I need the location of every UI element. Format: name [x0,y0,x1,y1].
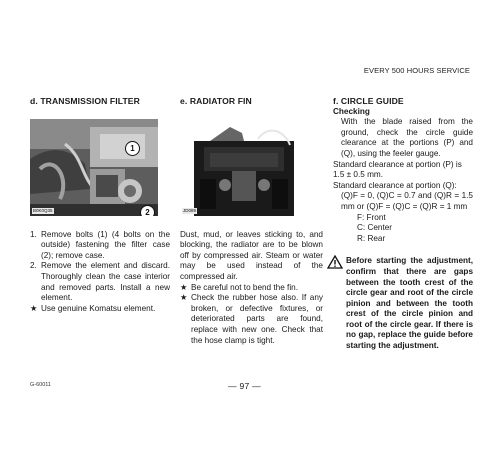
list-item: 2. Remove the element and discard. Thoroughly clean the case interior and removed parts. Install a new element. [30,261,170,303]
photo-reference: B0K0Q35 [33,207,53,213]
paragraph: Standard clearance at portion (P) is 1.5 ± 0.5 mm. [333,159,462,180]
paragraph: Standard clearance at portion (Q): [333,180,457,190]
section-header: EVERY 500 HOURS SERVICE [363,66,470,75]
removal-steps [30,230,170,304]
warning-icon [327,255,343,269]
warning-text: Before starting the adjustment, confirm that there are gaps between the tooth crest of the circle gear and root of the circle pinion and between the tooth crest of the circle pinion and root of the circle gear. If there is no gap, replace the guide before starting the adjustment. [346,256,473,351]
photo-reference: JD089 [183,207,197,213]
subsection-title: Checking [333,106,370,116]
callout-1: 1 [125,141,140,156]
circle-guide-section [333,96,473,352]
paragraph: With the blade raised from the ground, check the circle guide clearance at the portions (P) and (Q), using the feeler gauge. [341,117,473,158]
section-title: d. TRANSMISSION FILTER [30,96,140,106]
section-title: f. CIRCLE GUIDE [333,96,404,106]
callout-2: 2 [140,205,155,216]
radiator-illustration [180,119,308,216]
legend-item: F: Front [357,212,386,222]
page-number: — 97 — [228,381,261,391]
note-item: ★ Be careful not to bend the fin. [180,282,298,292]
section-title: e. RADIATOR FIN [180,96,252,106]
radiator-fin-section [180,96,323,346]
legend-item: C: Center [357,223,393,233]
paragraph: (Q)F = 0, (Q)C = 0.7 and (Q)R = 1.5 mm or (Q)F = (Q)C = (Q)R = 1 mm [341,191,473,211]
transmission-filter-illustration [30,119,158,216]
transmission-filter-photo [30,119,158,216]
legend-item: R: Rear [357,233,386,243]
radiator-photo [180,119,308,216]
document-code: G-60011 [30,382,51,388]
transmission-filter-section [30,96,170,314]
warning-block [333,256,473,351]
list-item: 1. Remove bolts (1) (4 bolts on the outside) fastening the filter case (2); remove case. [30,229,170,260]
note-item: ★ Use genuine Komatsu element. [30,303,156,313]
radiator-instruction: Dust, mud, or leaves sticking to, and blocking, the radiator are to be blown off by compressed air. Steam or water may be used instead of the compressed air. [180,229,323,281]
note-item: ★ Check the rubber hose also. If any broken, or defective fixtures, or deteriorated parts are found, replace with new one. Check that the hose clamp is tight. [180,293,323,345]
